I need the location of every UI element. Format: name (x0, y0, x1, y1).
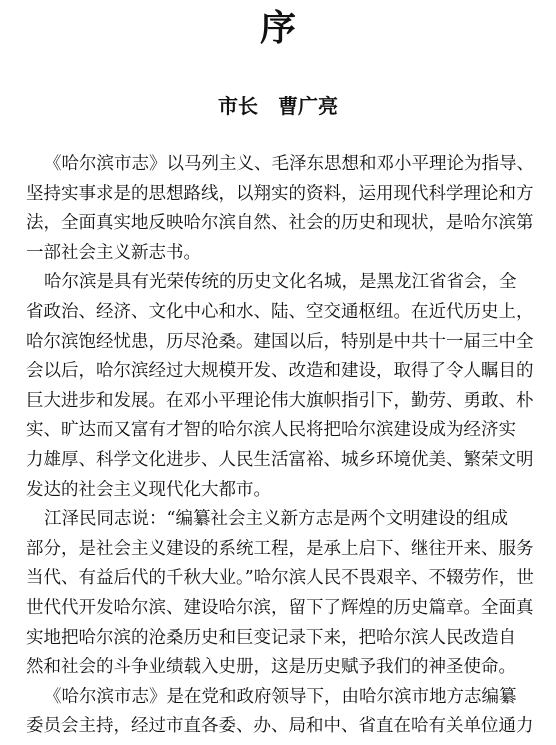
text-line: 会以后，哈尔滨经过大规模开发、改造和建设，取得了令人瞩目的 (26, 361, 534, 382)
text-line: 当代、有益后代的千秋大业。”哈尔滨人民不畏艰辛、不辍劳作，世 (26, 568, 534, 589)
text-line: 江泽民同志说：“编纂社会主义新方志是两个文明建设的组成 (44, 509, 508, 530)
text-line: 坚持实事求是的思想路线，以翔实的资料，运用现代科学理论和方 (26, 183, 534, 204)
text-line: 委员会主持，经过市直各委、办、局和中、省直在哈有关单位通力 (26, 716, 534, 737)
page-title: 序 (259, 7, 296, 49)
text-line: 一部社会主义新志书。 (26, 242, 201, 263)
text-line: 哈尔滨饱经忧患，历尽沧桑。建国以后，特别是中共十一届三中全 (26, 331, 534, 352)
text-line: 省政治、经济、文化中心和水、陆、空交通枢纽。在近代历史上， (26, 301, 534, 322)
text-line: 发达的社会主义现代化大都市。 (26, 479, 271, 500)
text-line: 世代代开发哈尔滨、建设哈尔滨，留下了辉煌的历史篇章。全面真 (26, 597, 534, 618)
author-line: 市长 曹广亮 (218, 94, 338, 118)
text-line: 巨大进步和发展。在邓小平理论伟大旗帜指引下，勤劳、勇敢、朴 (26, 390, 534, 411)
text-line: 《哈尔滨市志》是在党和政府领导下，由哈尔滨市地方志编纂 (44, 686, 517, 707)
text-line: 法，全面真实地反映哈尔滨自然、社会的历史和现状，是哈尔滨第 (26, 213, 534, 234)
preface-body (26, 150, 556, 742)
text-line: 哈尔滨是具有光荣传统的历史文化名城，是黑龙江省省会，全 (44, 272, 517, 293)
text-line: 然和社会的斗争业绩载入史册，这是历史赋予我们的神圣使命。 (26, 657, 516, 678)
text-line: 实、旷达而又富有才智的哈尔滨人民将把哈尔滨建设成为经济实 (26, 420, 516, 441)
text-line: 部分，是社会主义建设的系统工程，是承上启下、继往开来、服务 (26, 538, 534, 559)
text-line: 《哈尔滨市志》以马列主义、毛泽东思想和邓小平理论为指导、 (44, 154, 534, 174)
text-line: 实地把哈尔滨的沧桑历史和巨变记录下来，把哈尔滨人民改造自 (26, 627, 516, 648)
text-line: 力雄厚、科学文化进步、人民生活富裕、城乡环境优美、繁荣文明 (26, 449, 534, 470)
